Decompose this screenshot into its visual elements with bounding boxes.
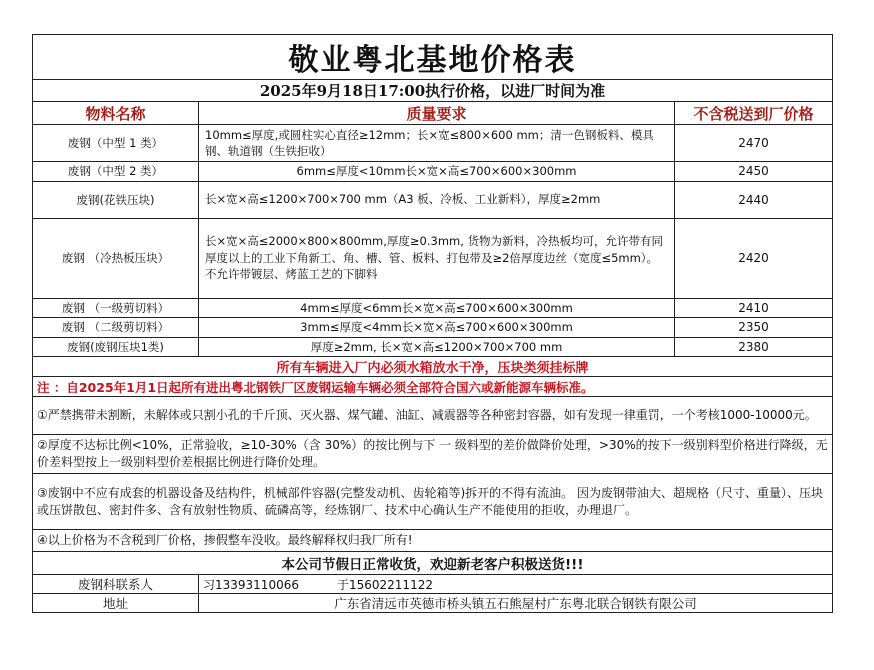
table-row: [33, 318, 833, 338]
price-value: 2440: [675, 181, 833, 218]
material-name: 废钢(废钢压块1类): [33, 337, 199, 357]
header-quality: 质量要求: [199, 102, 675, 125]
price-value: 2420: [675, 218, 833, 298]
material-name: 废钢（中型 1 类）: [33, 125, 199, 162]
quality-requirement: 长×宽×高≤1200×700×700 mm（A3 板、冷板、工业新料），厚度≥2mm: [199, 181, 675, 218]
price-value: 2450: [675, 162, 833, 182]
table-row: [33, 181, 833, 218]
price-value: 2470: [675, 125, 833, 162]
price-sheet: [32, 34, 832, 613]
effective-date: 2025年9月18日17:00执行价格，以进厂时间为准: [33, 80, 833, 102]
material-name: 废钢 （一级剪切料）: [33, 298, 199, 318]
rule-item: ③废钢中不应有成套的机器设备及结构件，机械部件容器(完整发动机、齿轮箱等)拆开的不得有流油。 因为废钢带油大、超规格（尺寸、重量）、压块或压饼散包、密封件多、含有放射性物质、硫磷高等，经炼钢厂、技术中心确认生产不能使用的拒收，办理退厂。: [33, 474, 833, 530]
material-name: 废钢（中型 2 类）: [33, 162, 199, 182]
material-name: 废钢(花铁压块): [33, 181, 199, 218]
holiday-notice: 本公司节假日正常收货，欢迎新老客户积极送货!!!: [33, 552, 833, 575]
price-value: 2410: [675, 298, 833, 318]
water-notice: 所有车辆进入厂内必须水箱放水干净，压块类须挂标牌: [33, 357, 833, 377]
address-value: 广东省清远市英德市桥头镇五石熊屋村广东粤北联合钢铁有限公司: [199, 594, 833, 613]
quality-requirement: 6mm≤厚度<10mm长×宽×高≤700×600×300mm: [199, 162, 675, 182]
rule-item: ②厚度不达标比例<10%，正常验收，≥10-30%（含 30%）的按比例与下 一 级料型的差价做降价处理，>30%的按下一级别料型价格进行降级，无价差料型按上一级别料型价差根据比例进行降价处理。: [33, 435, 833, 474]
quality-requirement: 长×宽×高≤2000×800×800mm,厚度≥0.3mm, 货物为新料，冷热板均可，允许带有同厚度以上的工业下角新工、角、槽、管、板料、打包带及≥2倍厚度边丝（宽度≤5mm）。不允许带镀层、烤蓝工艺的下脚料: [199, 218, 675, 298]
contact-phone: 于15602211122: [336, 577, 433, 592]
material-name: 废钢 （二级剪切料）: [33, 318, 199, 338]
vehicle-standard-notice: 注 ：自2025年1月1日起所有进出粤北钢铁厂区废钢运输车辆必须全部符合国六或新能源车辆标准。: [33, 377, 833, 397]
address-label: 地址: [33, 594, 199, 613]
table-row: [33, 162, 833, 182]
table-row: [33, 218, 833, 298]
quality-requirement: 10mm≤厚度,或圆柱实心直径≥12mm；长×宽≤800×600 mm；清一色钢板料、模具钢、轨道钢（生铁拒收）: [199, 125, 675, 162]
quality-requirement: 厚度≥2mm, 长×宽×高≤1200×700×700 mm: [199, 337, 675, 357]
quality-requirement: 4mm≤厚度<6mm长×宽×高≤700×600×300mm: [199, 298, 675, 318]
material-name: 废钢 （冷热板压块）: [33, 218, 199, 298]
price-table: [32, 34, 833, 613]
price-value: 2380: [675, 337, 833, 357]
header-price: 不含税送到厂价格: [675, 102, 833, 125]
page-title: 敬业粤北基地价格表: [33, 35, 833, 80]
contact-label: 废钢科联系人: [33, 575, 199, 594]
rule-item: ④以上价格为不含税到厂价格，掺假整车没收。最终解释权归我厂所有!: [33, 530, 833, 552]
table-row: [33, 298, 833, 318]
header-material: 物料名称: [33, 102, 199, 125]
contact-phone: 习13393110066: [203, 577, 299, 592]
price-value: 2350: [675, 318, 833, 338]
rule-item: ①严禁携带未割断，未解体或只割小孔的千斤顶、灭火器、煤气罐、油缸、减震器等各种密封容器，如有发现一律重罚，一个考核1000-10000元。: [33, 397, 833, 435]
quality-requirement: 3mm≤厚度<4mm长×宽×高≤700×600×300mm: [199, 318, 675, 338]
table-row: [33, 337, 833, 357]
contact-phones: [199, 575, 833, 594]
table-row: [33, 125, 833, 162]
